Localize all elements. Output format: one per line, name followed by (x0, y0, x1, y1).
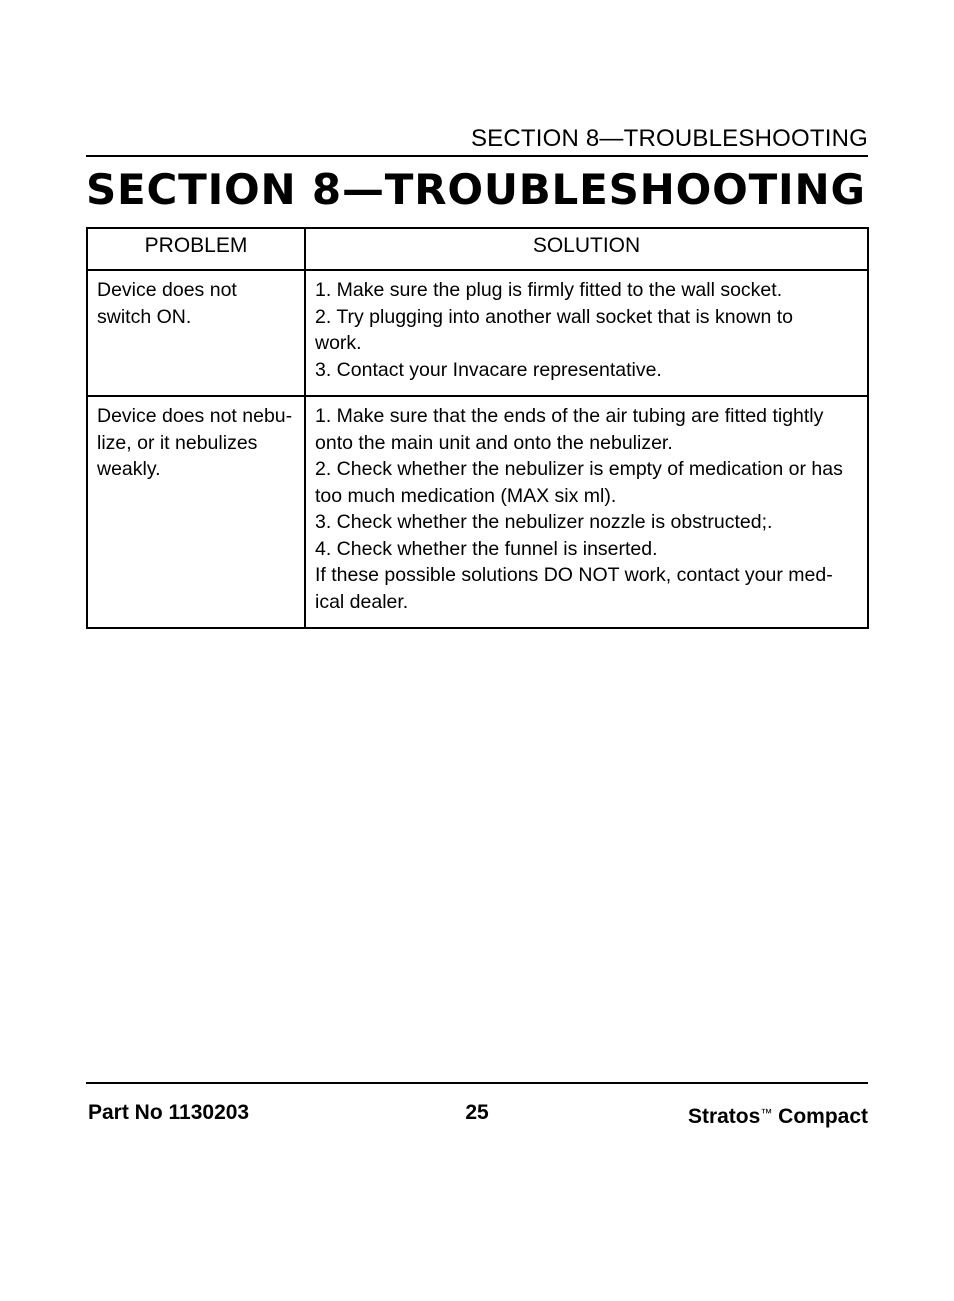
problem-cell (87, 396, 305, 628)
trademark-symbol: ™ (760, 1106, 773, 1120)
problem-line: Device does not nebu- (97, 405, 293, 427)
problem-line: weakly. (97, 458, 161, 480)
part-number: Part No 1130203 (88, 1101, 250, 1124)
problem-cell (87, 270, 305, 396)
solution-cell (305, 270, 868, 396)
header-solution: SOLUTION (305, 228, 868, 270)
solution-line: too much medication (MAX six ml). (315, 484, 617, 507)
solution-line: onto the main unit and onto the nebulizer. (315, 431, 673, 454)
problem-line: switch ON. (97, 305, 192, 328)
solution-line: 2. Try plugging into another wall socket that is known to (315, 305, 794, 328)
solution-line: ical dealer. (315, 590, 409, 613)
footer-rule (86, 1082, 868, 1084)
solution-cell (305, 396, 868, 628)
header-rule (86, 155, 868, 157)
solution-line: 4. Check whether the funnel is inserted. (315, 537, 658, 560)
problem-line: Device does not (97, 279, 237, 301)
product-name-suffix: Compact (772, 1105, 868, 1128)
product-name (688, 1098, 868, 1132)
product-name-base: Stratos (687, 1105, 761, 1128)
page-footer (86, 1098, 868, 1128)
solution-line: 2. Check whether the nebulizer is empty of medication or has (315, 458, 843, 480)
solution-line: 3. Check whether the nebulizer nozzle is obstructed;. (315, 511, 773, 533)
solution-line: If these possible solutions DO NOT work, contact your med- (315, 564, 833, 586)
page-number: 25 (465, 1101, 489, 1124)
section-title: SECTION 8—TROUBLESHOOTING (86, 165, 866, 214)
table-row (87, 270, 868, 396)
solution-line: 3. Contact your Invacare representative. (315, 358, 662, 381)
troubleshooting-table (86, 227, 869, 629)
table-header-row (87, 228, 868, 270)
table-row (87, 396, 868, 628)
solution-line: work. (315, 332, 362, 354)
problem-line: lize, or it nebulizes (97, 431, 258, 454)
running-header: SECTION 8—TROUBLESHOOTING (470, 125, 868, 152)
solution-line: 1. Make sure that the ends of the air tubing are fitted tightly (315, 405, 824, 427)
header-problem: PROBLEM (87, 228, 305, 270)
solution-line: 1. Make sure the plug is firmly fitted to the wall socket. (315, 279, 783, 301)
